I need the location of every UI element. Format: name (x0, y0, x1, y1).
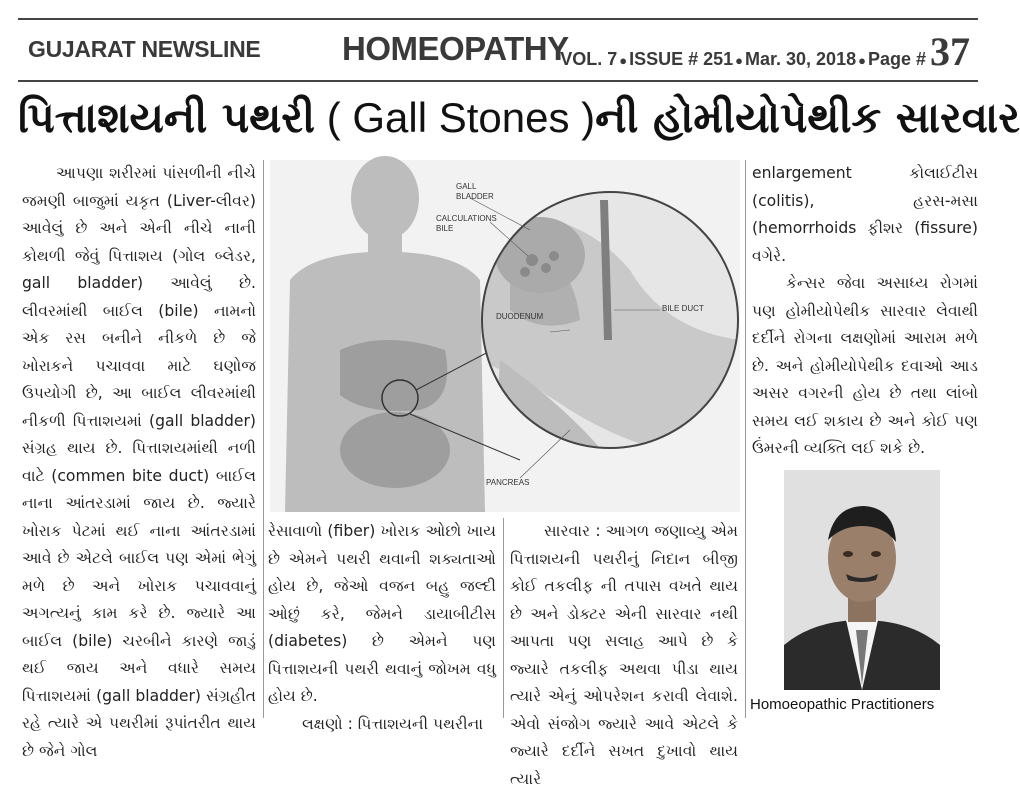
column-divider (263, 160, 264, 718)
bullet-icon: ● (619, 53, 628, 68)
newspaper-name: GUJARAT NEWSLINE (28, 36, 261, 62)
masthead (18, 22, 978, 74)
photo-caption: Homoeopathic Practitioners (750, 696, 935, 713)
bullet-icon: ● (858, 53, 866, 68)
paragraph: સારવાર : આગળ જણાવ્યુ એમ પિત્તાશયની પથરીનું નિદાન બીજી કોઈ તકલીફ ની તપાસ વખતે થાય છે અને ડોક્ટર એની સારવાર નથી આપતા પણ સલાહ આપે છે કે જ્યારે તકલીફ અથવા પીડા થાય ત્યારે એનું ઓપરેશન કરાવી લેવાશે. એવો સંજોગ જ્યારે આવે એટલે કે જ્યારે દર્દીને સખત દુખાવો થાય ત્યારે (510, 522, 738, 788)
paragraph: રેસાવાળો (fiber) ખોરાક ઓછો ખાય છે એમને પથરી થવાની શક્યતાઓ હોય છે, જેઓ વજન બહુ જલ્દી ઓછું કરે, જેમને ડાયાબીટીસ (diabetes) છે એમને પણ પિત્તાશયની પથરી થવાનું જોખમ વધુ હોય છે. (268, 522, 496, 705)
article-column-4 (752, 160, 978, 462)
headline-gujarati-part: ની હોમીયોપેથીક સારવાર (595, 93, 1020, 142)
article-column-2 (268, 518, 496, 733)
portrait-image (784, 470, 940, 690)
headline-gujarati-part: પિત્તાશયની પથરી (18, 93, 316, 142)
label-duodenum: DUODENUM (496, 312, 544, 321)
masthead-rule (18, 80, 978, 82)
anatomy-diagram (270, 160, 740, 512)
label-pancreas: PANCREAS (486, 478, 530, 487)
headline-english-part: ( Gall Stones ) (315, 94, 596, 141)
page-label: Page # (867, 49, 926, 69)
paragraph: કેન્સર જેવા અસાધ્ય રોગમાં પણ હોમીયોપેથીક સારવાર લેવાથી દર્દીને રોગના લક્ષણોમાં આરામ મળે છે. અને હોમીયોપેથીક દવાઓ આડ અસર વગરની હોય છે તથા લાંબો સમય લઈ શકાય છે અને કોઈ પણ ઉંમરની વ્યક્તિ લઈ શકે છે. (752, 274, 978, 457)
issue-date: Mar. 30, 2018 (745, 49, 857, 69)
column-divider (745, 160, 746, 718)
issue-info (560, 28, 970, 75)
section-name: HOMEOPATHY (342, 30, 569, 67)
label-bile-duct: BILE DUCT (662, 304, 704, 313)
article-column-1 (22, 160, 256, 760)
practitioner-photo (784, 470, 940, 690)
bullet-icon: ● (735, 53, 743, 68)
label-calculations-bile: CALCULATIONS BILE (436, 214, 497, 233)
label-gall-bladder: GALL BLADDER (456, 182, 494, 201)
paragraph: enlargement કોલાઈટીસ (colitis), હરસ-મસા (hemorrhoids ફીશર (fissure) વગેરે. (752, 164, 978, 265)
article-column-3 (510, 518, 738, 788)
volume: VOL. 7 (560, 49, 618, 69)
gallbladder-anatomy-illustration (270, 160, 740, 512)
paragraph: આપણા શરીરમાં પાંસળીની નીચે જમણી બાજુમાં યકૃત (Liver-લીવર) આવેલું છે અને એની નીચે નાની કોથળી જેવું પિત્તાશય (ગોલ બ્લેડર, gall bladder) આવેલું છે. લીવરમાંથી બાઈલ (bile) નામનો એક રસ બનીને નીકળે છે જે ખોરાકને પચાવવા માટે ઘણોજ ઉપયોગી છે, આ બાઈલ લીવરમાંથી નીકળી પિત્તાશયમાં (gall bladder) સંગ્રહ થાય છે. પિત્તાશયમાંથી નળી વાટે (commen bite duct) બાઈલ નાના આંતરડામાં જાય છે. જ્યારે ખોરાક પેટમાં થઈ નાના આંતરડામાં આવે છે એટલે બાઈલ પણ એમાં ભેગું મળે છે અને ખોરાક પચાવવાનું અગત્યનું કામ કરે છે. જ્યારે આ બાઈલ (bile) ચરબીને કારણે જાડું થઈ જાય અને વધારે સમય પિત્તાશયમાં (gall bladder) સંગ્રહીત રહે ત્યારે એ પથરીમાં રૂપાંતરીત થાય છે જેને ગોલ (22, 164, 256, 760)
column-divider (503, 518, 504, 718)
article-headline (18, 88, 1020, 148)
page-number: 37 (930, 29, 970, 74)
paragraph: લક્ષણો : પિત્તાશયની પથરીના (302, 714, 484, 733)
top-rule (18, 18, 978, 20)
issue-number: ISSUE # 251 (629, 49, 734, 69)
